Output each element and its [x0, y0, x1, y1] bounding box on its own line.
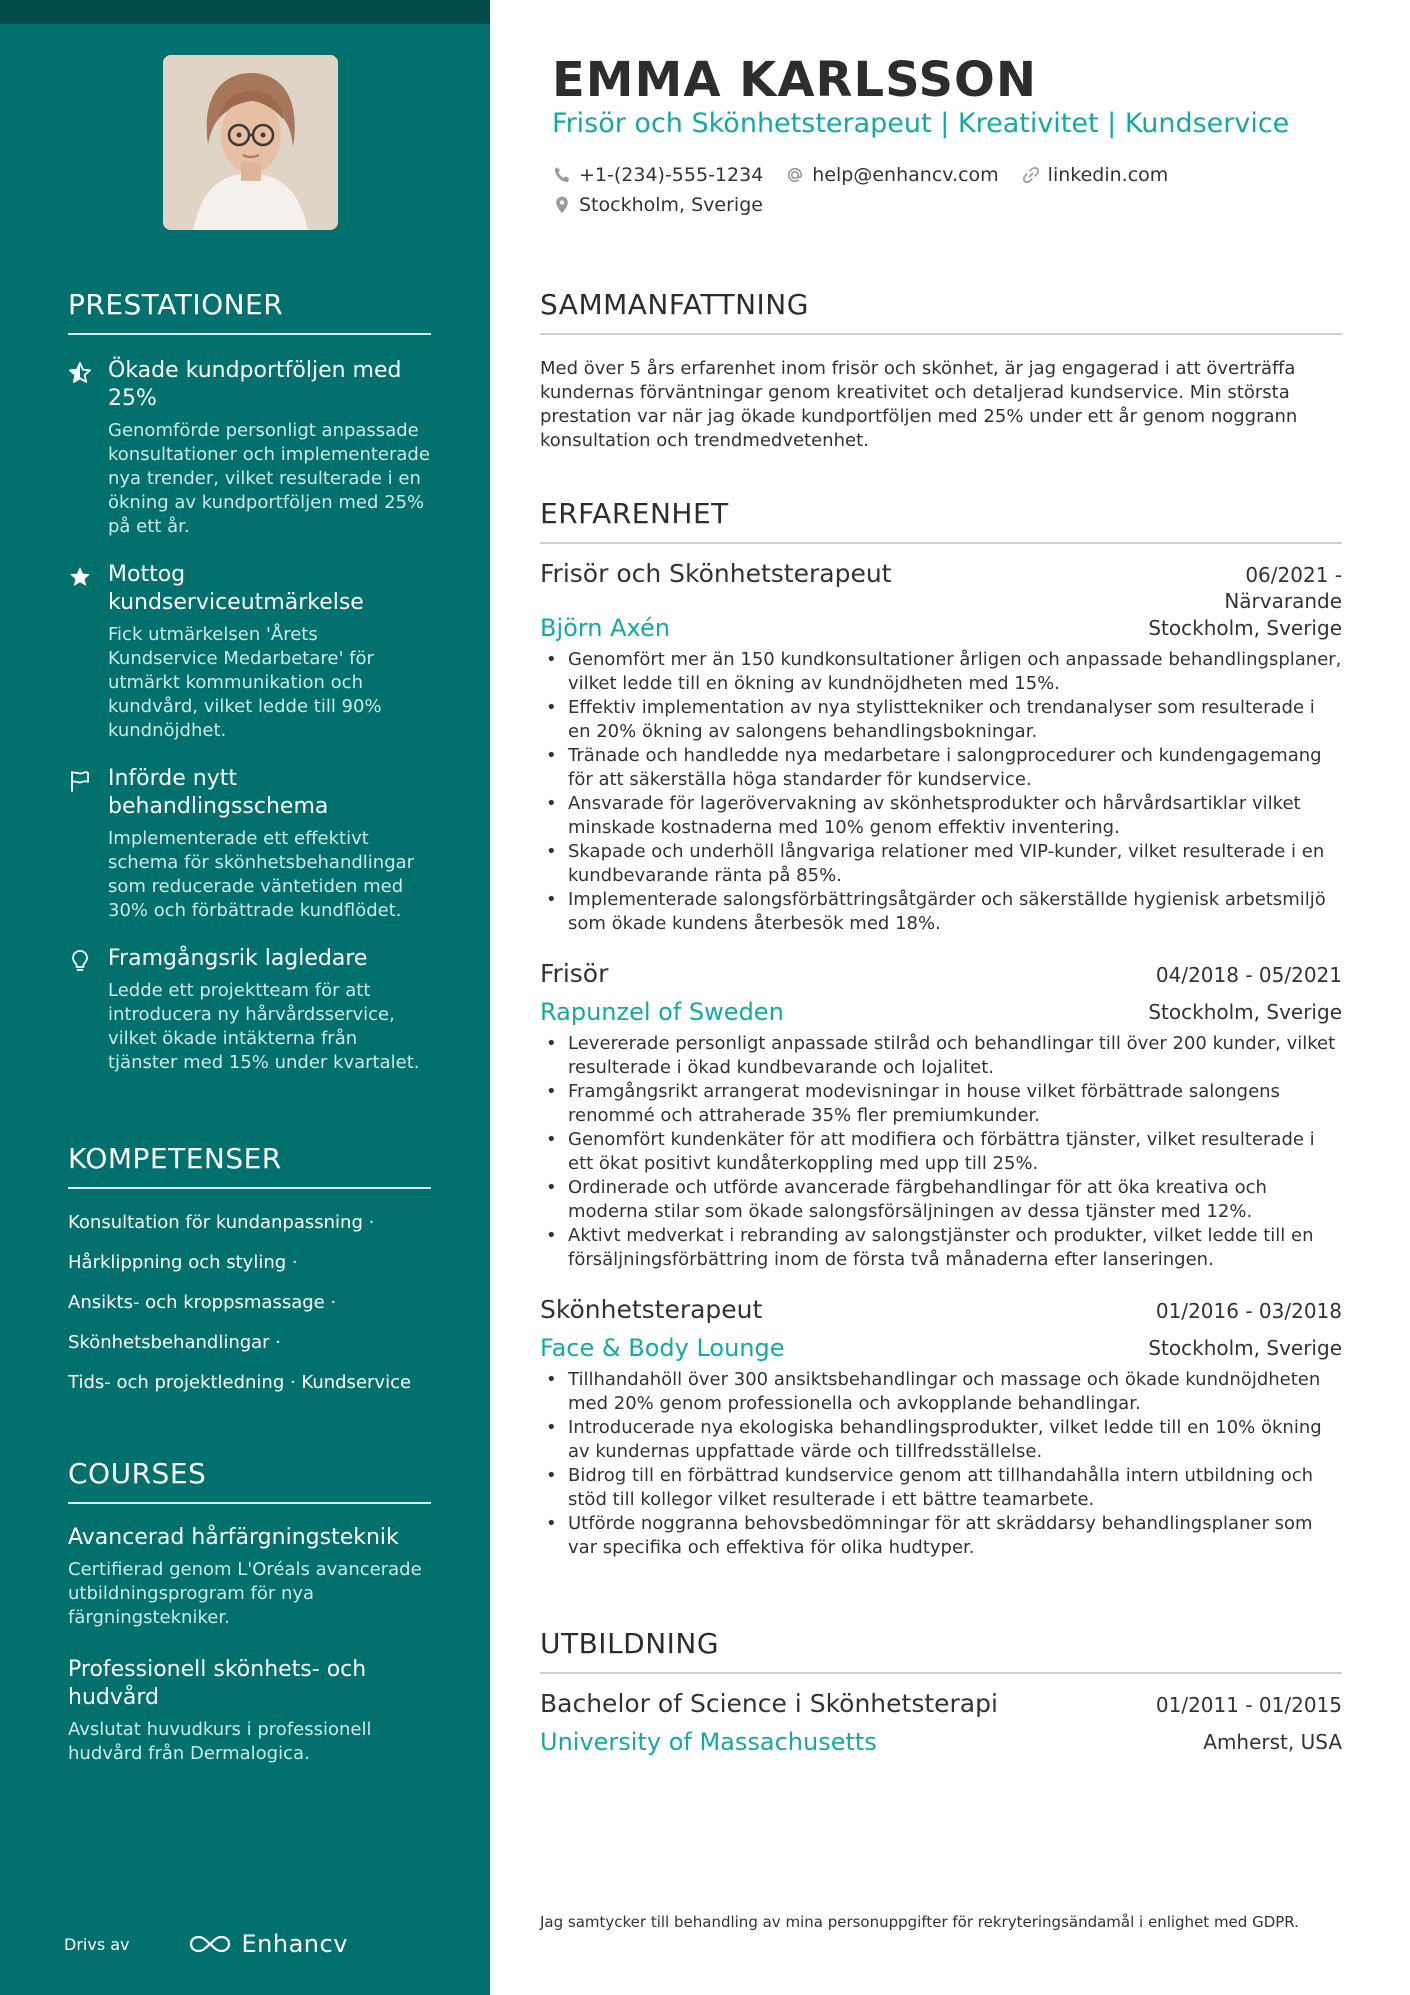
education-dates: 01/2011 - 01/2015 [1155, 1693, 1342, 1717]
star-icon [68, 561, 108, 743]
email-contact[interactable] [785, 164, 998, 186]
bullet-item: • Tränade och handledde nya medarbetare i salongprocedurer och kundengagemang för att säkerställa höga standarder för kundservice. [540, 744, 1342, 792]
education-entry [540, 1688, 1342, 1756]
bullet-item: • Utförde noggranna behovsbedömningar för att skräddarsy behandlingsplaner som var specifika och effektiva för olika hudtyper. [540, 1512, 1342, 1560]
job-entry [540, 1294, 1342, 1560]
job-location: Stockholm, Sverige [1148, 1000, 1342, 1024]
achievement-description: Implementerade ett effektivt schema för skönhetsbehandlingar som reducerade väntetiden med 30% och förbättrade kundflödet. [108, 828, 415, 921]
achievement-description: Ledde ett projektteam för att introducera ny hårvårdsservice, vilket ökade intäkterna från tjänster med 15% under kvartalet. [108, 980, 420, 1073]
skills-title: KOMPETENSER [68, 1142, 431, 1189]
courses-title: COURSES [68, 1457, 431, 1504]
job-dates: 01/2016 - 03/2018 [1155, 1299, 1342, 1323]
course-title: Professionell skönhets- och hudvård [68, 1657, 367, 1710]
achievement-description: Genomförde personligt anpassade konsultationer och implementerade nya trender, vilket resulterade i en ökning av kundportföljen med 25% på ett år. [108, 420, 430, 537]
profile-photo-illustration [163, 55, 338, 230]
education-title: UTBILDNING [540, 1627, 1342, 1674]
courses-section [68, 1457, 431, 1766]
bullet-item: • Bidrog till en förbättrad kundservice genom att tillhandahålla intern utbildning och stöd till kollegor vilket resulterade i ett bättre teamarbete. [540, 1464, 1342, 1512]
achievement-title: Mottog kundserviceutmärkelse [108, 562, 364, 615]
location-contact [552, 194, 763, 216]
summary-title: SAMMANFATTNING [540, 288, 1342, 335]
phone-icon [552, 165, 572, 185]
experience-section [540, 497, 1342, 1560]
flag-icon [68, 765, 108, 923]
profile-photo [163, 55, 338, 230]
skill-item: Skönhetsbehandlingar · [68, 1332, 282, 1353]
skill-item: Tids- och projektledning · Kundservice [68, 1372, 412, 1393]
bullet-item: • Levererade personligt anpassade stilråd och behandlingar till över 200 kunder, vilket resulterade i ökad kundbevarande och lojalitet. [540, 1032, 1342, 1080]
bullet-item: • Tillhandahöll över 300 ansiktsbehandlingar och massage och ökade kundnöjdheten med 20% genom professionella och avkopplande behandlingar. [540, 1368, 1342, 1416]
course-description: Avslutat huvudkurs i professionell hudvård från Dermalogica. [68, 1719, 372, 1764]
summary-text: Med över 5 års erfarenhet inom frisör och skönhet, är jag engagerad i att överträffa kundernas förväntningar genom kreativitet och detaljerad kundservice. Min största prestation var när jag ökade kundportföljen med 25% under ett år genom noggrann konsultation och trendmedvetenhet. [540, 358, 1298, 451]
bullet-item: • Ansvarade för lagerövervakning av skönhetsprodukter och hårvårdsartiklar vilket minskade kostnaderna med 10% genom effektiv inventering. [540, 792, 1342, 840]
skill-item: Hårklippning och styling · [68, 1252, 298, 1273]
bullet-item: • Aktivt medverkat i rebranding av salongstjänster och produkter, vilket ledde till en försäljningsförbättring inom de första två månaderna efter lanseringen. [540, 1224, 1342, 1272]
location-text: Stockholm, Sverige [579, 194, 763, 216]
job-location: Stockholm, Sverige [1148, 1336, 1342, 1360]
achievements-title: PRESTATIONER [68, 288, 431, 335]
lightbulb-icon [68, 945, 108, 1075]
course-description: Certifierad genom L'Oréals avancerade utbildningsprogram för nya färgningstekniker. [68, 1559, 422, 1628]
company-name: Rapunzel of Sweden [540, 998, 784, 1026]
achievement-item [68, 357, 431, 539]
company-name: Face & Body Lounge [540, 1334, 785, 1362]
bullet-item: • Ordinerade och utförde avancerade färgbehandlingar för att öka kreativa och moderna stilar som ökade salongsförsäljningen av dessa tjänster med 12%. [540, 1176, 1342, 1224]
job-bullets [540, 648, 1342, 936]
education-location: Amherst, USA [1203, 1730, 1342, 1754]
skill-item: Ansikts- och kroppsmassage · [68, 1292, 337, 1313]
job-entry [540, 558, 1342, 936]
job-dates [1224, 558, 1342, 614]
job-entry [540, 958, 1342, 1272]
summary-section [540, 288, 1342, 453]
location-pin-icon [552, 195, 572, 215]
powered-by-label: Drivs av [64, 1934, 130, 1954]
job-dates-end: Närvarande [1224, 589, 1342, 613]
powered-by [64, 1930, 348, 1958]
skill-list [68, 1203, 431, 1403]
skills-section [68, 1142, 431, 1403]
achievement-title: Införde nytt behandlingsschema [108, 766, 329, 819]
email-text: help@enhancv.com [812, 164, 999, 186]
bullet-item: • Genomfört mer än 150 kundkonsultationer årligen och anpassade behandlingsplaner, vilket ledde till en ökning av kundnöjdheten med 15%. [540, 648, 1342, 696]
at-icon [785, 165, 805, 185]
phone-text: +1-(234)-555-1234 [579, 164, 764, 186]
school-name: University of Massachusetts [540, 1728, 877, 1756]
achievement-title: Framgångsrik lagledare [108, 946, 368, 971]
job-title: Frisör [540, 959, 609, 988]
linkedin-contact[interactable] [1021, 164, 1169, 186]
link-icon [1021, 165, 1041, 185]
achievement-item [68, 765, 431, 923]
bullet-item: • Effektiv implementation av nya stylisttekniker och trendanalyser som resulterade i en 20% ökning av salongens behandlingsbokningar. [540, 696, 1342, 744]
job-title: Skönhetsterapeut [540, 1295, 763, 1324]
company-name: Björn Axén [540, 614, 670, 642]
bullet-item: • Genomfört kundenkäter för att modifiera och förbättra tjänster, vilket resulterade i ett ökat positivt kundåterkoppling med upp till 25%. [540, 1128, 1342, 1176]
sidebar [0, 0, 490, 1995]
course-title: Avancerad hårfärgningsteknik [68, 1525, 399, 1550]
phone-contact[interactable] [552, 164, 763, 186]
job-bullets [540, 1032, 1342, 1272]
bullet-item: • Framgångsrikt arrangerat modevisningar in house vilket förbättrade salongens renommé och attraherade 35% fler premiumkunder. [540, 1080, 1342, 1128]
gdpr-consent: Jag samtycker till behandling av mina personuppgifter för rekryteringsändamål i enlighet med GDPR. [540, 1913, 1299, 1931]
linkedin-text: linkedin.com [1047, 164, 1169, 186]
achievement-description: Fick utmärkelsen 'Årets Kundservice Medarbetare' för utmärkt kommunikation och kundvård, vilket ledde till 90% kundnöjdhet. [108, 624, 382, 741]
achievement-item [68, 945, 431, 1075]
sidebar-top-bar [0, 0, 490, 24]
contact-info [552, 160, 1190, 220]
job-location: Stockholm, Sverige [1148, 616, 1342, 640]
job-dates: 04/2018 - 05/2021 [1155, 963, 1342, 987]
course-item [68, 1524, 431, 1630]
job-title: Frisör och Skönhetsterapeut [540, 559, 892, 588]
achievement-item [68, 561, 431, 743]
job-bullets [540, 1368, 1342, 1560]
brand-logo[interactable] [188, 1930, 348, 1958]
achievements-section [68, 288, 431, 1075]
bullet-item: • Introducerade nya ekologiska behandlingsprodukter, vilket ledde till en 10% ökning av kundernas uppfattade värde och tillfredsställelse. [540, 1416, 1342, 1464]
skill-item: Konsultation för kundanpassning · [68, 1212, 375, 1233]
bullet-item: • Implementerade salongsförbättringsåtgärder och säkerställde hygienisk arbetsmiljö som ökade kundens återbesök med 18%. [540, 888, 1342, 936]
headline: Frisör och Skönhetsterapeut | Kreativitet | Kundservice [552, 108, 1290, 139]
job-dates-start: 06/2021 - [1245, 563, 1342, 587]
star-half-icon [68, 357, 108, 539]
bullet-item: • Skapade och underhöll långvariga relationer med VIP-kunder, vilket resulterade i en kundbevarande ränta på 85%. [540, 840, 1342, 888]
achievement-title: Ökade kundportföljen med 25% [108, 358, 402, 411]
education-section [540, 1627, 1342, 1756]
brand-name: Enhancv [241, 1930, 348, 1958]
course-item [68, 1656, 431, 1766]
experience-title: ERFARENHET [540, 497, 1342, 544]
degree-title: Bachelor of Science i Skönhetsterapi [540, 1689, 998, 1718]
candidate-name: EMMA KARLSSON [552, 52, 1038, 108]
infinity-logo-icon [188, 1933, 232, 1955]
